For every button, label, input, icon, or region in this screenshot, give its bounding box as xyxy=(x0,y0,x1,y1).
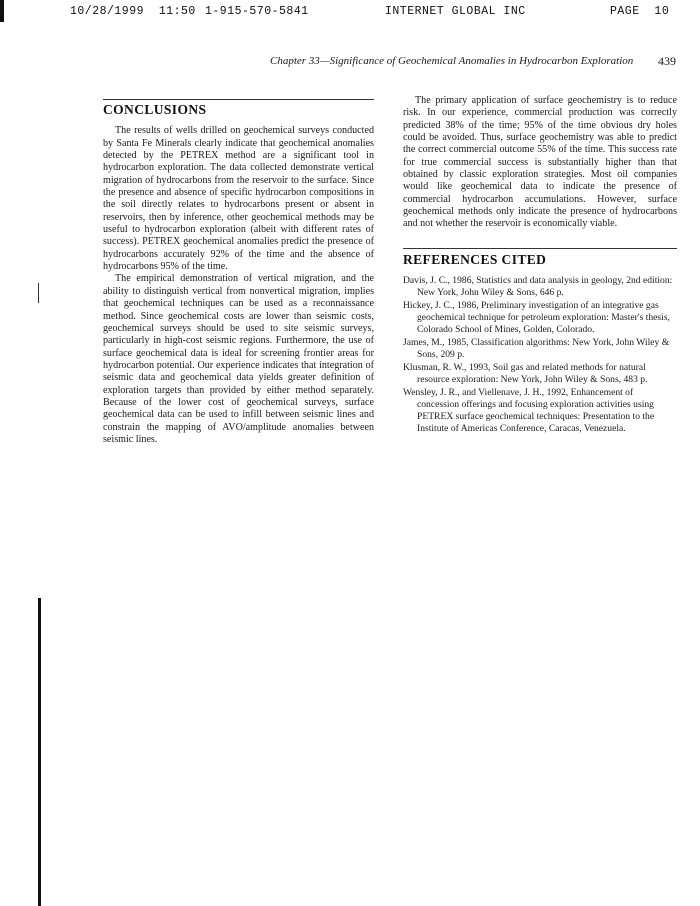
running-head: Chapter 33—Significance of Geochemical Anomalies in Hydrocarbon Exploration xyxy=(270,55,634,67)
paragraph: The results of wells drilled on geochemical surveys conducted by Santa Fe Minerals clearly indicate that geochemical anomalies detected by the PETREX method are a significant tool in hydrocarbon exploration. The data collected demonstrate vertical migration of hydrocarbons from the reservoir to the surface. Since the presence and absence of specific hydrocarbon compositions in the soil directly relates to hydrocarbons present or absent in reservoirs, then by inference, other geochemical methods may be useful to hydrocarbon exploration (albeit with different rates of success). PETREX geochemical anomalies predict the presence of hydrocarbons accurately 92% of the time and the absence of hydrocarbons 95% of the time. xyxy=(103,125,374,273)
fax-datetime xyxy=(70,5,196,18)
reference-item: Hickey, J. C., 1986, Preliminary investigation of an integrative gas geochemical technique for petroleum exploration: Master's thesis, Colorado School of Mines, Golden, Colorado. xyxy=(403,300,670,336)
fax-page-number: 10 xyxy=(654,5,670,18)
conclusions-heading: CONCLUSIONS xyxy=(103,102,207,117)
fax-header xyxy=(0,5,700,21)
fax-time: 11:50 xyxy=(158,5,196,18)
fax-sender: INTERNET GLOBAL INC xyxy=(385,5,526,18)
paragraph: The primary application of surface geochemistry is to reduce risk. In our experience, commercial production was correctly predicted 38% of the time; 95% of the time obvious dry holes could be avoided. Thus, surface geochemistry was able to predict the correct commercial outcome 55% of the time. This success rate for true commercial success is substantially higher than that obtained by classic exploration strategies. Most oil companies would like geochemical data to indicate the presence of commercial hydrocarbon accumulations. However, surface geochemical methods only indicate the presence of hydrocarbons and not whether the reservoir is economically viable. xyxy=(403,95,677,230)
page-number: 439 xyxy=(658,54,676,68)
fax-date: 10/28/1999 xyxy=(70,5,145,18)
scan-edge-bar xyxy=(38,598,41,906)
fax-phone: 1-915-570-5841 xyxy=(205,5,309,18)
right-column xyxy=(403,95,677,436)
reference-item: James, M., 1985, Classification algorithms: New York, John Wiley & Sons, 209 p. xyxy=(403,337,670,361)
fax-page-label: PAGE xyxy=(610,5,640,18)
section-rule xyxy=(103,99,374,100)
references-heading: REFERENCES CITED xyxy=(403,251,547,267)
reference-item: Wensley, J. R., and Viellenave, J. H., 1992, Enhancement of concession offerings and focusing exploration activities using PETREX surface geochemical techniques: Presentation to the Institute of Americas Conference, Caracas, Venezuela. xyxy=(403,387,655,435)
reference-item: Klusman, R. W., 1993, Soil gas and related methods for natural resource exploration: New York, John Wiley & Sons, 483 p. xyxy=(403,362,648,386)
section-rule xyxy=(403,248,677,249)
fax-page xyxy=(610,5,669,18)
references-section xyxy=(403,248,677,435)
margin-mark xyxy=(38,283,39,303)
left-column xyxy=(103,99,374,446)
reference-item: Davis, J. C., 1986, Statistics and data analysis in geology, 2nd edition: New York, John Wiley & Sons, 646 p. xyxy=(403,275,673,299)
paragraph: The empirical demonstration of vertical migration, and the ability to distinguish vertical from nonvertical migration, implies that geochemical techniques can be used as a reconnaissance method. Since geochemical costs are lower than seismic costs, geochemical surveys should be used to site seismic surveys, particularly in high-cost seismic regions. Furthermore, the use of surface geochemical data is ideal for screening frontier areas for hydrocarbon potential. Our experience indicates that integration of seismic data and geochemical data yields greater definition of exploration targets than provided by either method separately. Because of the lower cost of geochemical surveys, surface geochemical data can be used to infill between seismic lines and constrain the mapping of AVO/amplitude anomalies between seismic lines. xyxy=(103,273,374,445)
